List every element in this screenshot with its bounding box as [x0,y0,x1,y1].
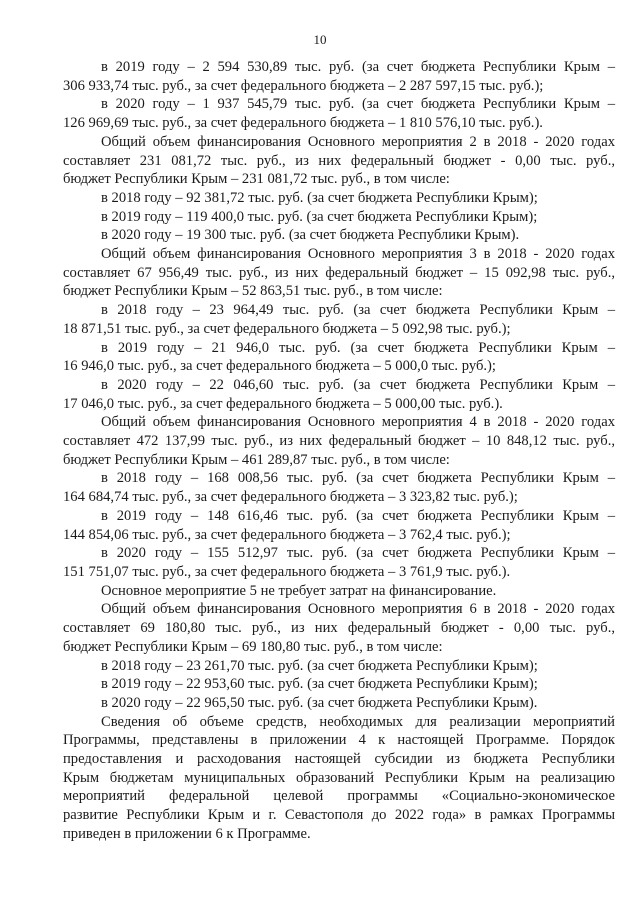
paragraph [63,339,615,376]
paragraph [63,189,615,208]
text-line: в 2020 году – 22 965,50 тыс. руб. (за счет бюджета Республики Крым). [101,694,538,711]
page-number: 10 [313,32,327,47]
paragraph [63,413,615,469]
text-line: 306 933,74 тыс. руб., за счет федерального бюджета – 2 287 597,15 тыс. руб.); [63,77,544,94]
text-line: в 2020 году – 1 937 545,79 тыс. руб. (за счет бюджета Республики Крым – [101,96,615,113]
text-line: Сведения об объеме средств, необходимых для реализации мероприятий [101,713,615,730]
text-line: 17 046,0 тыс. руб., за счет федерального бюджета – 5 000,00 тыс. руб.). [63,395,503,412]
paragraph [63,133,615,189]
paragraph [63,675,615,694]
text-line: 144 854,06 тыс. руб., за счет федерального бюджета – 3 762,4 тыс. руб.); [63,526,511,543]
text-line: в 2018 году – 23 261,70 тыс. руб. (за счет бюджета Республики Крым); [101,657,538,674]
text-line: бюджет Республики Крым – 231 081,72 тыс. руб., в том числе: [63,171,450,188]
paragraph [63,544,615,581]
text-line: 18 871,51 тыс. руб., за счет федерального бюджета – 5 092,98 тыс. руб.); [63,320,511,337]
text-line: развитие Республики Крым и г. Севастополя до 2022 года» в рамках Программы [63,807,615,824]
text-line: в 2018 году – 92 381,72 тыс. руб. (за счет бюджета Республики Крым); [101,189,538,206]
text-line: 16 946,0 тыс. руб., за счет федерального бюджета – 5 000,0 тыс. руб.); [63,358,496,375]
paragraph [63,507,615,544]
text-line: Программы, представлены в приложении 4 к настоящей Программе. Порядок [63,732,615,749]
text-line: 151 751,07 тыс. руб., за счет федерального бюджета – 3 761,9 тыс. руб.). [63,563,511,580]
text-line: предоставления и расходования настоящей субсидии из бюджета Республики [63,751,615,768]
text-line: бюджет Республики Крым – 52 863,51 тыс. руб., в том числе: [63,283,443,300]
text-line: Общий объем финансирования Основного мероприятия 6 в 2018 - 2020 годах [101,601,615,618]
paragraph [63,208,615,227]
text-line: в 2019 году – 21 946,0 тыс. руб. (за счет бюджета Республики Крым – [101,339,615,356]
paragraph [63,694,615,713]
text-line: 164 684,74 тыс. руб., за счет федерального бюджета – 3 323,82 тыс. руб.); [63,489,518,506]
text-line: в 2019 году – 2 594 530,89 тыс. руб. (за счет бюджета Республики Крым – [101,59,615,75]
text-line: Основное мероприятие 5 не требует затрат на финансирование. [101,582,497,599]
text-line: в 2019 году – 148 616,46 тыс. руб. (за счет бюджета Республики Крым – [101,507,615,524]
text-line: Общий объем финансирования Основного мероприятия 3 в 2018 - 2020 годах [101,246,615,263]
text-line: в 2018 году – 23 964,49 тыс. руб. (за счет бюджета Республики Крым – [101,302,615,319]
paragraph [63,600,615,656]
text-line: в 2018 году – 168 008,56 тыс. руб. (за счет бюджета Республики Крым – [101,470,615,487]
text-line: 126 969,69 тыс. руб., за счет федерального бюджета – 1 810 576,10 тыс. руб.). [63,115,543,132]
paragraph [63,376,615,413]
text-line: бюджет Республики Крым – 69 180,80 тыс. руб., в том числе: [63,638,443,655]
text-line: приведен в приложении 6 к Программе. [63,825,311,842]
paragraph [63,95,615,132]
paragraph [63,301,615,338]
text-line: мероприятий федеральной целевой программы «Социально-экономическое [63,788,615,805]
text-line: в 2020 году – 22 046,60 тыс. руб. (за счет бюджета Республики Крым – [101,376,615,393]
text-line: бюджет Республики Крым – 461 289,87 тыс. руб., в том числе: [63,451,450,468]
paragraph [63,58,615,95]
text-line: в 2020 году – 155 512,97 тыс. руб. (за счет бюджета Республики Крым – [101,545,615,562]
document-body [63,58,615,844]
paragraph [63,713,615,844]
text-line: в 2019 году – 22 953,60 тыс. руб. (за счет бюджета Республики Крым); [101,676,538,693]
paragraph [63,657,615,676]
text-line: составляет 231 081,72 тыс. руб., из них федеральный бюджет - 0,00 тыс. руб., [63,152,615,169]
paragraph [63,245,615,301]
text-line: Общий объем финансирования Основного мероприятия 2 в 2018 - 2020 годах [101,133,615,150]
paragraph [63,226,615,245]
paragraph [63,469,615,506]
text-line: в 2019 году – 119 400,0 тыс. руб. (за счет бюджета Республики Крым); [101,208,538,225]
paragraph [63,582,615,601]
text-line: Крым бюджетам муниципальных образований Республики Крым на реализацию [63,769,615,786]
text-line: составляет 69 180,80 тыс. руб., из них федеральный бюджет - 0,00 тыс. руб., [63,620,615,637]
text-line: Общий объем финансирования Основного мероприятия 4 в 2018 - 2020 годах [101,414,615,431]
text-line: составляет 67 956,49 тыс. руб., из них федеральный бюджет – 15 092,98 тыс. руб., [63,264,615,281]
text-line: составляет 472 137,99 тыс. руб., из них федеральный бюджет – 10 848,12 тыс. руб., [63,433,615,450]
text-line: в 2020 году – 19 300 тыс. руб. (за счет бюджета Республики Крым). [101,227,520,244]
